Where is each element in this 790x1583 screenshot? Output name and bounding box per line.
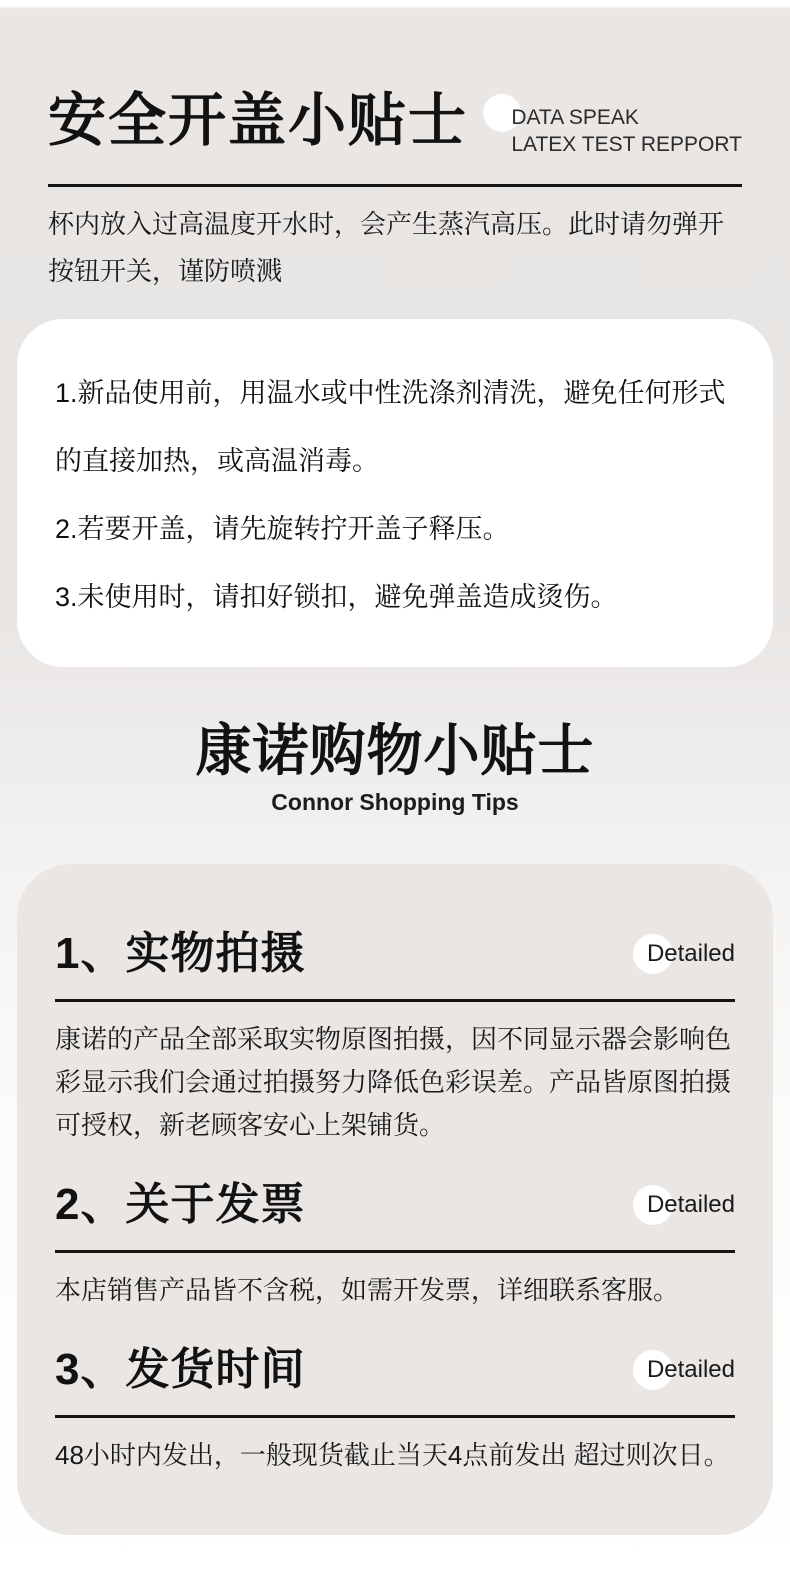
brand-tagline [495,104,742,158]
safety-tips-card [17,319,773,667]
safety-title: 安全开盖小贴士 [48,88,469,153]
shopping-section-invoice [55,1177,735,1312]
safety-tip-item-1: 1.新品使用前，用温水或中性洗涤剂清洗，避免任何形式的直接加热，或高温消毒。 [55,378,726,476]
section-title: 2、关于发票 [55,1180,306,1230]
tagline-line-1: DATA SPEAK [511,106,639,129]
safety-title-row [48,0,742,158]
safety-header [0,0,790,295]
section-body: 康诺的产品全部采取实物原图拍摄，因不同显示器会影响色彩显示我们会通过拍摄努力降低色彩误差。产品皆原图拍摄可授权，新老顾客安心上架铺货。 [55,1024,732,1141]
section-title: 3、发货时间 [55,1345,306,1395]
section-body: 48小时内发出，一般现货截止当天4点前发出 超过则次日。 [55,1440,730,1471]
section-head [55,1177,735,1232]
section-title: 1、实物拍摄 [55,929,306,979]
section-divider [55,999,735,1002]
section-head [55,926,735,981]
shopping-tips-card [17,864,773,1535]
badge-label: Detailed [646,939,735,967]
detailed-badge [633,934,735,974]
shopping-section-shipping [55,1342,735,1477]
badge-label: Detailed [646,1190,735,1218]
section-head [55,1342,735,1397]
detailed-badge [633,1185,735,1225]
tagline-line-2: LATEX TEST REPPORT [511,133,742,156]
section-divider [55,1250,735,1253]
header-divider [48,184,742,187]
safety-tip-item-3: 3.未使用时，请扣好锁扣，避免弹盖造成烫伤。 [55,582,618,612]
shopping-tips-header [0,719,790,816]
safety-tip-item-2: 2.若要开盖，请先旋转拧开盖子释压。 [55,514,510,544]
shopping-section-photography [55,926,735,1147]
section-body: 本店销售产品皆不含税，如需开发票，详细联系客服。 [55,1275,680,1306]
shopping-subtitle: Connor Shopping Tips [271,789,519,816]
detailed-badge [633,1350,735,1390]
section-divider [55,1415,735,1418]
badge-label: Detailed [646,1355,735,1383]
shopping-title: 康诺购物小贴士 [195,719,595,782]
safety-intro-text: 杯内放入过高温度开水时，会产生蒸汽高压。此时请勿弹开按钮开关，谨防喷溅 [48,209,725,286]
